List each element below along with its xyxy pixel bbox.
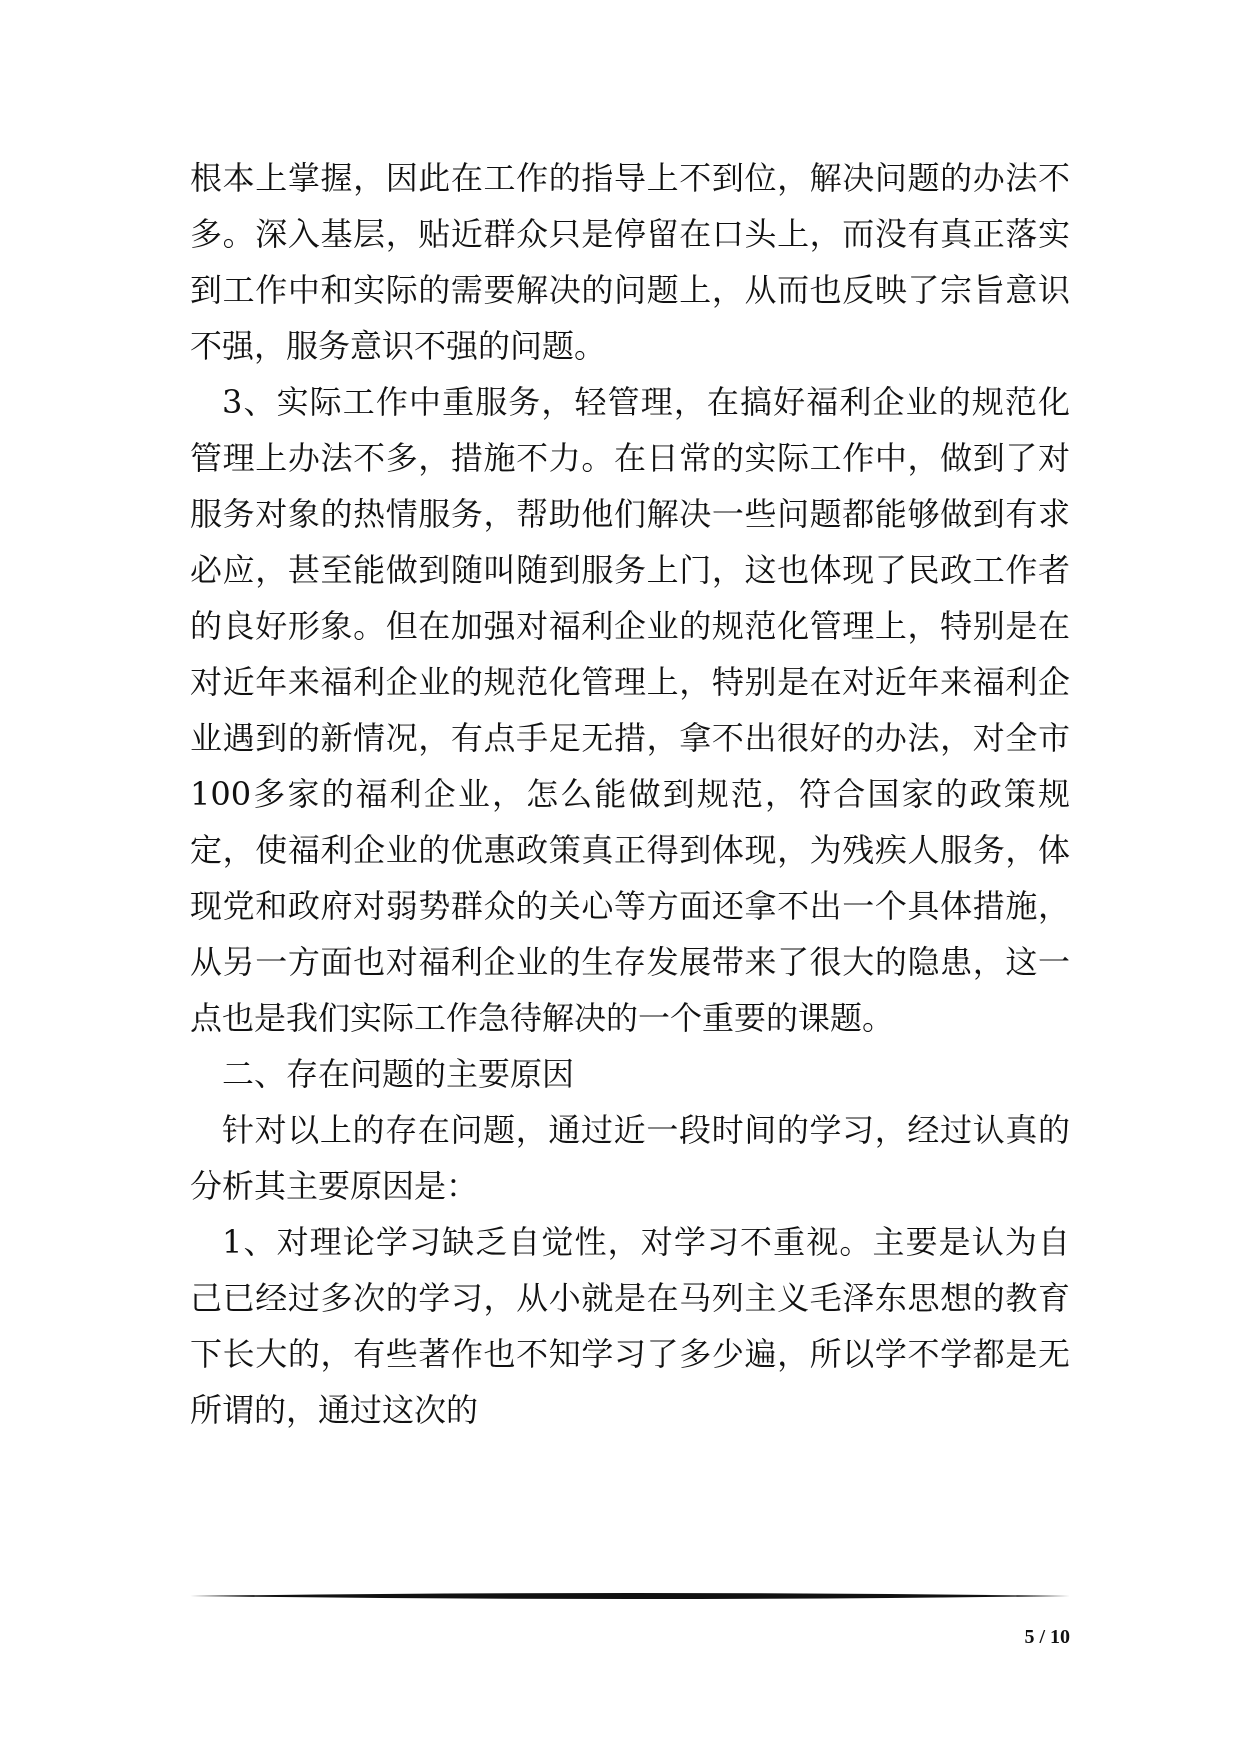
paragraph-continuation: 根本上掌握，因此在工作的指导上不到位，解决问题的办法不多。深入基层，贴近群众只是停留在口头上，而没有真正落实到工作中和实际的需要解决的问题上，从而也反映了宗旨意识不强，服务意识不强的问题。 <box>190 159 1070 365</box>
document-body <box>190 150 1070 1438</box>
paragraph-item-3: 3、实际工作中重服务，轻管理，在搞好福利企业的规范化管理上办法不多，措施不力。在日常的实际工作中，做到了对服务对象的热情服务，帮助他们解决一些问题都能够做到有求必应，甚至能做到随叫随到服务上门，这也体现了民政工作者的良好形象。但在加强对福利企业的规范化管理上，特别是在对近年来福利企业的规范化管理上，特别是在对近年来福利企业遇到的新情况，有点手足无措，拿不出很好的办法，对全市100多家的福利企业，怎么能做到规范，符合国家的政策规定，使福利企业的优惠政策真正得到体现，为残疾人服务，体现党和政府对弱势群众的关心等方面还拿不出一个具体措施，从另一方面也对福利企业的生存发展带来了很大的隐患，这一点也是我们实际工作急待解决的一个重要的课题。 <box>190 383 1070 1037</box>
paragraph-causes-intro: 针对以上的存在问题，通过近一段时间的学习，经过认真的分析其主要原因是： <box>190 1111 1070 1205</box>
section-heading-causes: 二、存在问题的主要原因 <box>222 1055 575 1093</box>
footer-divider <box>190 1591 1070 1601</box>
page-number: 5 / 10 <box>1024 1626 1070 1648</box>
paragraph-cause-1: 1、对理论学习缺乏自觉性，对学习不重视。主要是认为自己已经过多次的学习，从小就是在马列主义毛泽东思想的教育下长大的，有些著作也不知学习了多少遍，所以学不学都是无所谓的，通过这次的 <box>190 1223 1070 1429</box>
